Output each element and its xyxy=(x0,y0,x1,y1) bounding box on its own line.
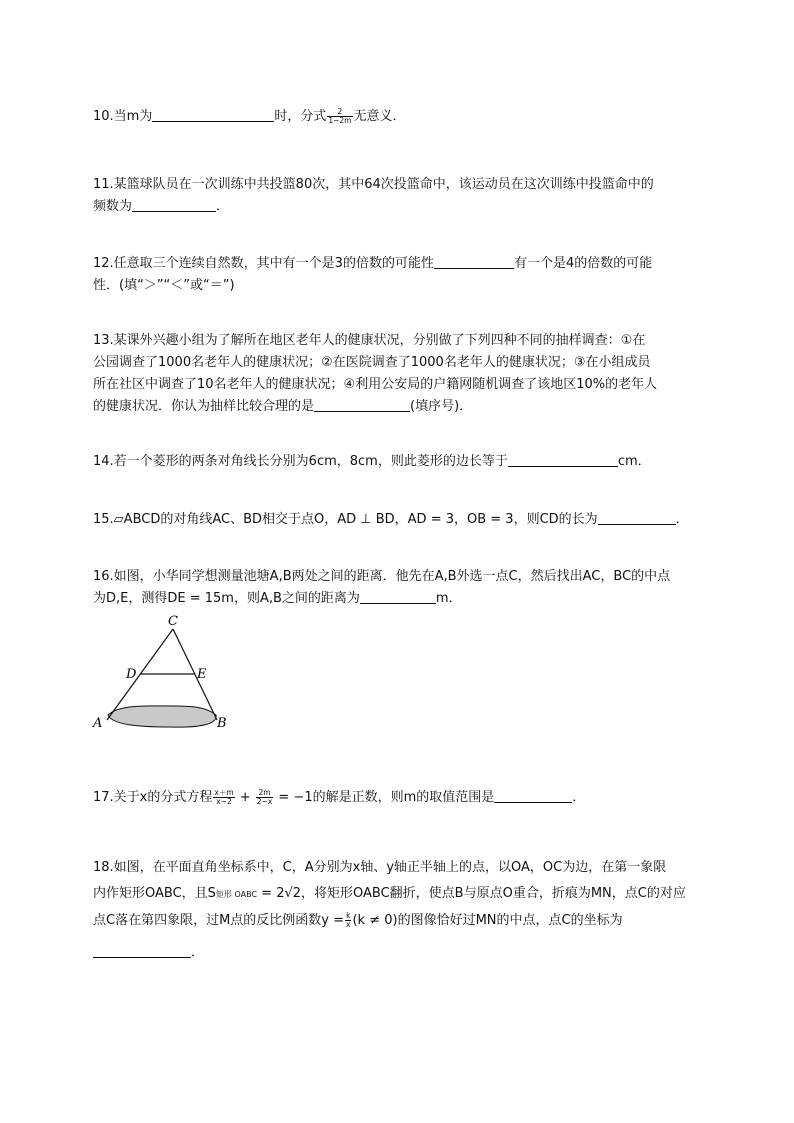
q18-line3-a: 点C落在第四象限，过M点的反比例函数y = xyxy=(93,913,345,928)
question-17 xyxy=(93,787,703,809)
q18-line2-a: 内作矩形OABC，且S xyxy=(93,886,216,901)
q14-text-b: cm． xyxy=(617,454,651,469)
label-a: A xyxy=(93,716,103,731)
question-15 xyxy=(93,509,703,531)
q10-frac-num: 2 xyxy=(327,108,352,117)
question-13 xyxy=(93,330,703,418)
q17-fraction-2 xyxy=(256,789,274,806)
q14-answer-blank[interactable] xyxy=(508,452,618,467)
q10-text-c: 无意义． xyxy=(353,109,406,124)
q12-answer-blank[interactable] xyxy=(434,254,514,269)
q16-line1: 16.如图，小华同学想测量池塘A,B两处之间的距离．他先在A,B外选一点C，然后找出AC，BC的中点 xyxy=(93,569,671,584)
label-c: C xyxy=(168,614,178,629)
q18-line2-b: = 2√2，将矩形OABC翻折，使点B与原点O重合，折痕为MN，点C的对应 xyxy=(257,886,686,901)
q11-answer-blank[interactable] xyxy=(132,197,216,212)
q17-frac1-den: x−2 xyxy=(216,797,232,806)
q10-frac-den: 1−2m xyxy=(328,116,352,125)
label-d: D xyxy=(126,667,137,682)
q12-line2: 性．(填“＞”“＜”或“＝”) xyxy=(93,278,235,293)
q16-line2-b: m． xyxy=(435,591,462,606)
q10-fraction xyxy=(327,108,352,125)
q11-end: ． xyxy=(216,199,230,214)
q10-answer-blank[interactable] xyxy=(152,107,274,122)
q17-frac2-num: 2m xyxy=(256,789,274,798)
label-e: E xyxy=(197,667,207,682)
q15-answer-blank[interactable] xyxy=(598,510,676,525)
q17-fraction-1 xyxy=(213,789,234,806)
q17-plus: + xyxy=(235,790,255,805)
question-14 xyxy=(93,451,703,473)
q11-line1: 11.某篮球队员在一次训练中共投篮80次，其中64次投篮命中，该运动员在这次训练中投篮命中的 xyxy=(93,177,654,192)
q16-line2-a: 为D,E，测得DE = 15m，则A,B之间的距离为 xyxy=(93,591,360,606)
q17-frac2-den: 2−x xyxy=(256,797,273,806)
question-11 xyxy=(93,174,703,218)
q15-text-b: ． xyxy=(675,512,689,527)
q13-line3: 所在社区中调查了10名老年人的健康状况；④利用公安局的户籍网随机调查了该地区10%的老年人 xyxy=(93,377,658,392)
question-12 xyxy=(93,253,703,297)
q18-line2-subscript: 矩形 OABC xyxy=(215,890,258,899)
q17-text-c: ． xyxy=(572,790,586,805)
q13-line4-a: 的健康状况．你认为抽样比较合理的是 xyxy=(93,399,315,414)
q16-answer-blank[interactable] xyxy=(360,589,436,604)
q13-line4-b: (填序号)． xyxy=(410,399,473,414)
q17-text-b: = −1的解是正数，则m的取值范围是 xyxy=(274,790,495,805)
q17-frac1-num: x＋m xyxy=(214,788,234,797)
q13-answer-blank[interactable] xyxy=(314,397,410,412)
q13-line1: 13.某课外兴趣小组为了解所在地区老年人的健康状况，分别做了下列四种不同的抽样调查：①在 xyxy=(93,333,646,348)
question-10 xyxy=(93,106,703,128)
q18-line4: ． xyxy=(191,945,205,960)
q12-line1-b: 有一个是4的倍数的可能 xyxy=(513,256,653,271)
q18-frac-num: k xyxy=(346,911,351,920)
q14-text-a: 14.若一个菱形的两条对角线长分别为6cm，8cm，则此菱形的边长等于 xyxy=(93,454,508,469)
q11-line2-text: 频数为 xyxy=(93,199,133,214)
q12-line1-a: 12.任意取三个连续自然数，其中有一个是3的倍数的可能性 xyxy=(93,256,434,271)
label-b: B xyxy=(217,716,227,731)
q16-triangle-figure xyxy=(90,612,240,737)
q18-answer-blank[interactable] xyxy=(93,943,191,958)
q17-text-a: 17.关于x的分式方程 xyxy=(93,790,213,805)
question-18 xyxy=(93,855,703,966)
q18-line3-b: (k ≠ 0)的图像恰好过MN的中点，点C的坐标为 xyxy=(352,913,623,928)
q15-text-a: 15.▱ABCD的对角线AC、BD相交于点O，AD ⊥ BD，AD = 3，OB = 3，则CD的长为 xyxy=(93,512,598,527)
q18-line1: 18.如图，在平面直角坐标系中，C，A分别为x轴、y轴正半轴上的点，以OA，OC为边，在第一象限 xyxy=(93,860,667,875)
q10-text-b: 时，分式 xyxy=(274,109,327,124)
question-16 xyxy=(93,566,703,610)
q18-frac-den: x xyxy=(346,920,351,929)
pond-shape xyxy=(108,706,216,727)
q17-answer-blank[interactable] xyxy=(494,788,572,803)
q10-text-a: 10.当m为 xyxy=(93,109,153,124)
q18-fraction xyxy=(345,912,351,929)
q13-line2: 公园调查了1000名老年人的健康状况；②在医院调查了1000名老年人的健康状况；③在小组成员 xyxy=(93,355,651,370)
